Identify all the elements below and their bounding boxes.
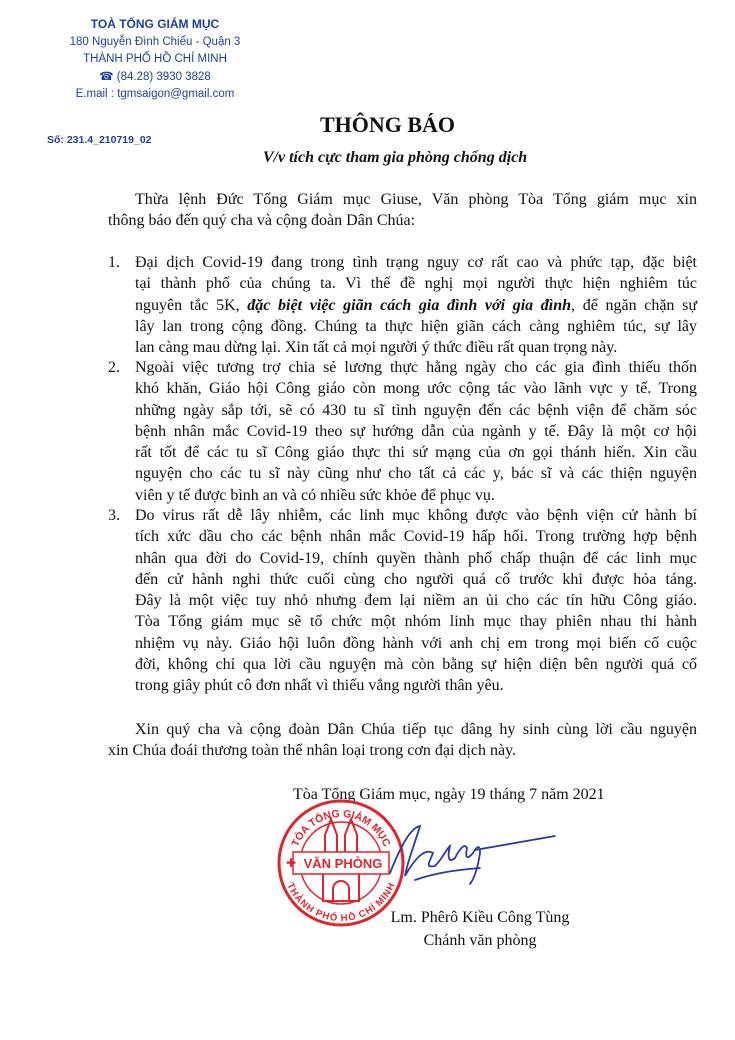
intro-paragraph	[108, 189, 697, 232]
text-line: tích xức dầu cho các bệnh nhân mắc Covid-19 hấp hối. Trong trường hợp bệnh	[135, 528, 697, 546]
text-line: những ngày sắp tới, sẽ có 430 tu sĩ tình nguyện đến các bệnh viện để chăm sóc	[135, 401, 697, 419]
text-line: lan càng mau dừng lại. Xin tất cả mọi người ý thức điều rất quan trọng này.	[135, 339, 618, 357]
text-line: xin Chúa đoái thương toàn thể nhân loại trong cơn đại dịch này.	[108, 742, 517, 760]
stamp-center-text: VĂN PHÒNG	[303, 856, 383, 871]
text-line: viên y tế được bình an và có nhiều sức khỏe để phục vụ.	[135, 486, 495, 504]
list-item-3	[108, 505, 697, 697]
text-line: nguyện cho các tu sĩ này cũng như cho tất cả các y, bác sĩ và các thiện nguyện	[135, 465, 697, 483]
text-line: Xin quý cha và cộng đoàn Dân Chúa tiếp tục dâng hy sinh cùng lời cầu nguyện	[135, 721, 697, 738]
letterhead-org: TOÀ TỔNG GIÁM MỤC	[90, 17, 220, 31]
text-line: đến cử hành nghi thức cuối cùng cho người quá cố trước khi được hỏa táng.	[135, 570, 697, 588]
list-item-2	[108, 357, 697, 506]
emphasis-text: đặc biệt việc giãn cách gia đình với gia đình	[247, 296, 572, 314]
letterhead	[30, 16, 280, 104]
document-title: THÔNG BÁO	[319, 112, 456, 137]
phone-icon: ☎	[99, 70, 117, 83]
text-line: lây lan trong cộng đồng. Chúng ta thực hiện giãn cách càng nghiêm túc, sự lây	[135, 317, 697, 335]
text-line: bệnh nhân mắc Covid-19 theo sự hướng dẫn của ngành y tế. Đây là một cơ hội	[135, 422, 697, 440]
stamp-top-text: TÒA TỔNG GIÁM MỤC	[289, 807, 393, 849]
text-line: Tòa Tổng giám mục sẽ tổ chức một nhóm linh mục thay phiên nhau thi hành	[135, 613, 697, 631]
letterhead-address: 180 Nguyễn Đình Chiểu - Quận 3	[69, 35, 241, 48]
date-line: Tòa Tổng Giám mục, ngày 19 tháng 7 năm 2021	[293, 786, 605, 803]
closing-paragraph	[108, 719, 697, 762]
text-line: nguyên tắc 5K, đặc biệt việc giãn cách gia đình với gia đình, để ngăn chặn sự	[135, 296, 697, 314]
text-line: Thừa lệnh Đức Tổng Giám mục Giuse, Văn phòng Tòa Tổng giám mục xin	[135, 191, 697, 208]
text-line: nhiệm vụ này. Giáo hội luôn đồng hành với anh chị em trong mọi biến cố cuộc	[135, 634, 697, 652]
list-number: 2.	[108, 359, 120, 376]
document-subtitle: V/v tích cực tham gia phòng chống dịch	[262, 149, 528, 166]
letterhead-email: E.mail : tgmsaigon@gmail.com	[75, 88, 235, 100]
text-line: đời, không chỉ qua lời cầu nguyện mà còn bằng sự hiện diện bên người quá cố	[135, 656, 697, 674]
text-line: trong giây phút cô đơn nhất vì thiếu vắng người thân yêu.	[135, 677, 504, 695]
signer-name: Lm. Phêrô Kiều Công Tùng	[390, 909, 570, 926]
letterhead-city: THÀNH PHỐ HỒ CHÍ MINH	[83, 53, 227, 65]
signer-title: Chánh văn phòng	[423, 932, 537, 949]
signer-block	[370, 906, 590, 952]
letterhead-phone-row	[30, 69, 280, 87]
list-number: 3.	[108, 507, 120, 524]
text-line: Đây là một việc tuy nhỏ nhưng đem lại niềm an ủi cho các tín hữu Công giáo.	[135, 592, 697, 610]
cross-icon: ✚	[286, 856, 297, 870]
list-item-1	[108, 252, 697, 358]
text-line: tại thành phố của chúng ta. Vì thế đề nghị mọi người thực hiện nghiêm túc	[135, 275, 697, 293]
handwritten-signature	[385, 818, 565, 888]
text-line: Đại dịch Covid-19 đang trong tình trạng nguy cơ rất cao và phức tạp, đặc biệt	[135, 254, 697, 271]
stamp-bottom-text: THÀNH PHỐ HỒ CHÍ MINH	[284, 881, 398, 925]
text-line: thông báo đến quý cha và cộng đoàn Dân Chúa:	[108, 212, 416, 230]
text-line: nhân qua đời do Covid-19, chính quyền thành phố chấp thuận để các linh mục	[135, 549, 697, 567]
reference-number: Số: 231.4_210719_02	[47, 134, 152, 146]
letterhead-phone: (84.28) 3930 3828	[116, 70, 211, 83]
text-line: Do virus rất dễ lây nhiễm, các linh mục không được vào bệnh viện cử hành bí	[135, 507, 697, 524]
text-line: rất tốt để các tu sĩ Công giáo thực thi sứ mạng của ơn gọi thánh hiến. Xin cầu	[135, 444, 697, 462]
list-number: 1.	[108, 254, 120, 271]
text-line: Ngoài việc tương trợ chia sẻ lương thực hằng ngày cho các gia đình thiếu thốn	[135, 359, 697, 376]
text-line: khó khăn, Giáo hội Công giáo còn mong ước cộng tác vào lãnh vực y tế. Trong	[135, 380, 697, 398]
